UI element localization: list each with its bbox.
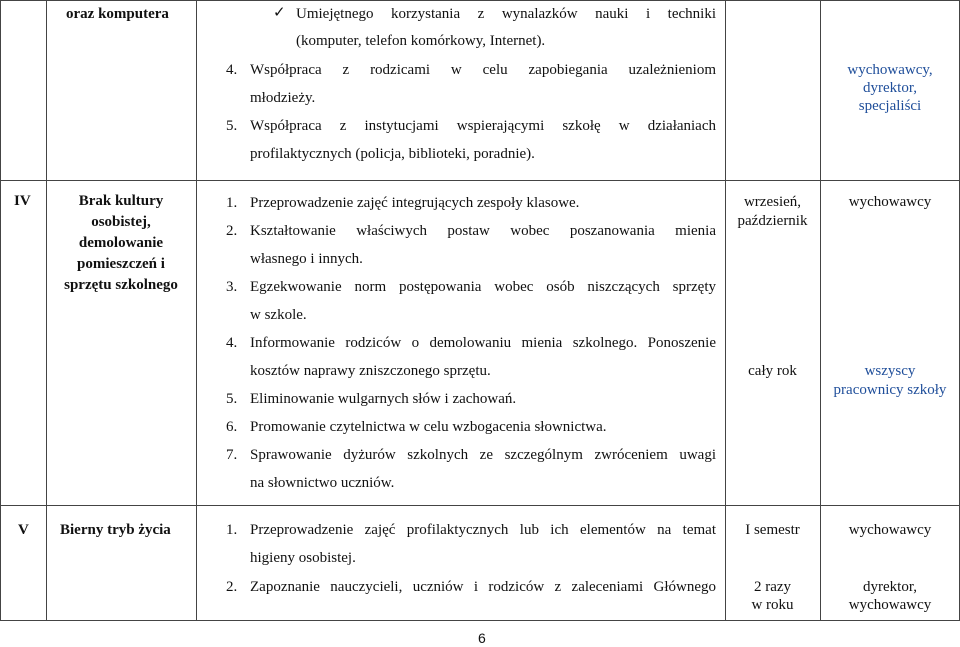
activity-line: Sprawowanie dyżurów szkolnych ze szczególnym zwróceniem uwagi <box>250 447 716 463</box>
activity-line: Informowanie rodziców o demolowaniu mienia szkolnego. Ponoszenie <box>250 335 716 351</box>
activity-line: na słownictwo uczniów. <box>250 475 395 491</box>
responsible-cell: wychowawcy <box>848 194 932 210</box>
item-number: 5. <box>226 118 238 134</box>
activity-line: Promowanie czytelnictwa w celu wzbogacenia słownictwa. <box>250 419 607 435</box>
activity-line: Zapoznanie nauczycieli, uczniów i rodziców z zaleceniami Głównego <box>250 579 716 595</box>
activity-line: profilaktycznych (policja, biblioteki, poradnie). <box>250 146 535 162</box>
category-cell: Bierny tryb życia <box>60 522 171 538</box>
term-cell: cały rok <box>748 363 797 379</box>
col-border <box>46 0 47 620</box>
responsible-cell: wszyscy <box>864 363 916 379</box>
activity-line: Współpraca z rodzicami w celu zapobiegania uzależnieniom <box>250 62 716 78</box>
responsible-cell: dyrektor, <box>863 80 917 96</box>
activity-line: Kształtowanie właściwych postaw wobec poszanowania mienia <box>250 223 716 239</box>
category-line: sprzętu szkolnego <box>64 277 178 293</box>
item-number: 7. <box>226 447 238 463</box>
category-line: osobistej, <box>91 214 151 230</box>
term-cell: wrzesień, <box>743 194 802 210</box>
row-number: V <box>18 522 29 538</box>
item-number: 2. <box>226 223 238 239</box>
col-border <box>196 0 197 620</box>
item-number: 1. <box>226 522 238 538</box>
activity-line: młodzieży. <box>250 90 316 106</box>
activity-line: Eliminowanie wulgarnych słów i zachowań. <box>250 391 517 407</box>
activity-line: Umiejętnego korzystania z wynalazków nauki i techniki <box>296 6 716 22</box>
activity-line: Współpraca z instytucjami wspierającymi szkołę w działaniach <box>250 118 716 134</box>
category-line: pomieszczeń i <box>77 256 165 272</box>
item-number: 4. <box>226 62 238 78</box>
category-line: Brak kultury <box>78 193 164 209</box>
category-line: demolowanie <box>78 235 164 251</box>
term-cell: październik <box>737 213 808 229</box>
responsible-cell: specjaliści <box>858 98 922 114</box>
term-cell: w roku <box>751 597 794 613</box>
activity-line: Egzekwowanie norm postępowania wobec osób niszczących sprzęty <box>250 279 716 295</box>
responsible-cell: dyrektor, <box>863 579 917 595</box>
item-number: 3. <box>226 279 238 295</box>
activity-line: własnego i innych. <box>250 251 363 267</box>
item-number: 5. <box>226 391 238 407</box>
activity-line: higieny osobistej. <box>250 550 356 566</box>
row-divider <box>0 505 960 506</box>
item-number: 6. <box>226 419 238 435</box>
term-cell: 2 razy <box>753 579 792 595</box>
activity-line: Przeprowadzenie zajęć profilaktycznych lub ich elementów na temat <box>250 522 716 538</box>
responsible-cell: wychowawcy <box>848 522 932 538</box>
activity-line: w szkole. <box>250 307 307 323</box>
activity-line: Przeprowadzenie zajęć integrujących zespoły klasowe. <box>250 195 580 211</box>
col-border <box>0 0 1 620</box>
activity-line: kosztów naprawy zniszczonego sprzętu. <box>250 363 491 379</box>
responsible-cell: wychowawcy <box>848 597 932 613</box>
term-cell: I semestr <box>745 522 800 538</box>
responsible-cell: wychowawcy, <box>847 62 933 78</box>
responsible-cell: pracownicy szkoły <box>833 382 947 398</box>
page-number: 6 <box>478 630 486 646</box>
table-bottom-edge <box>0 620 960 621</box>
checkmark-icon: ✓ <box>273 5 286 21</box>
row-number: IV <box>14 193 31 209</box>
item-number: 2. <box>226 579 238 595</box>
table-top-border <box>0 0 960 1</box>
category-cell: oraz komputera <box>66 6 169 22</box>
activity-line: (komputer, telefon komórkowy, Internet). <box>296 33 546 49</box>
item-number: 1. <box>226 195 238 211</box>
item-number: 4. <box>226 335 238 351</box>
category-cell <box>46 191 196 296</box>
row-divider <box>0 180 960 181</box>
